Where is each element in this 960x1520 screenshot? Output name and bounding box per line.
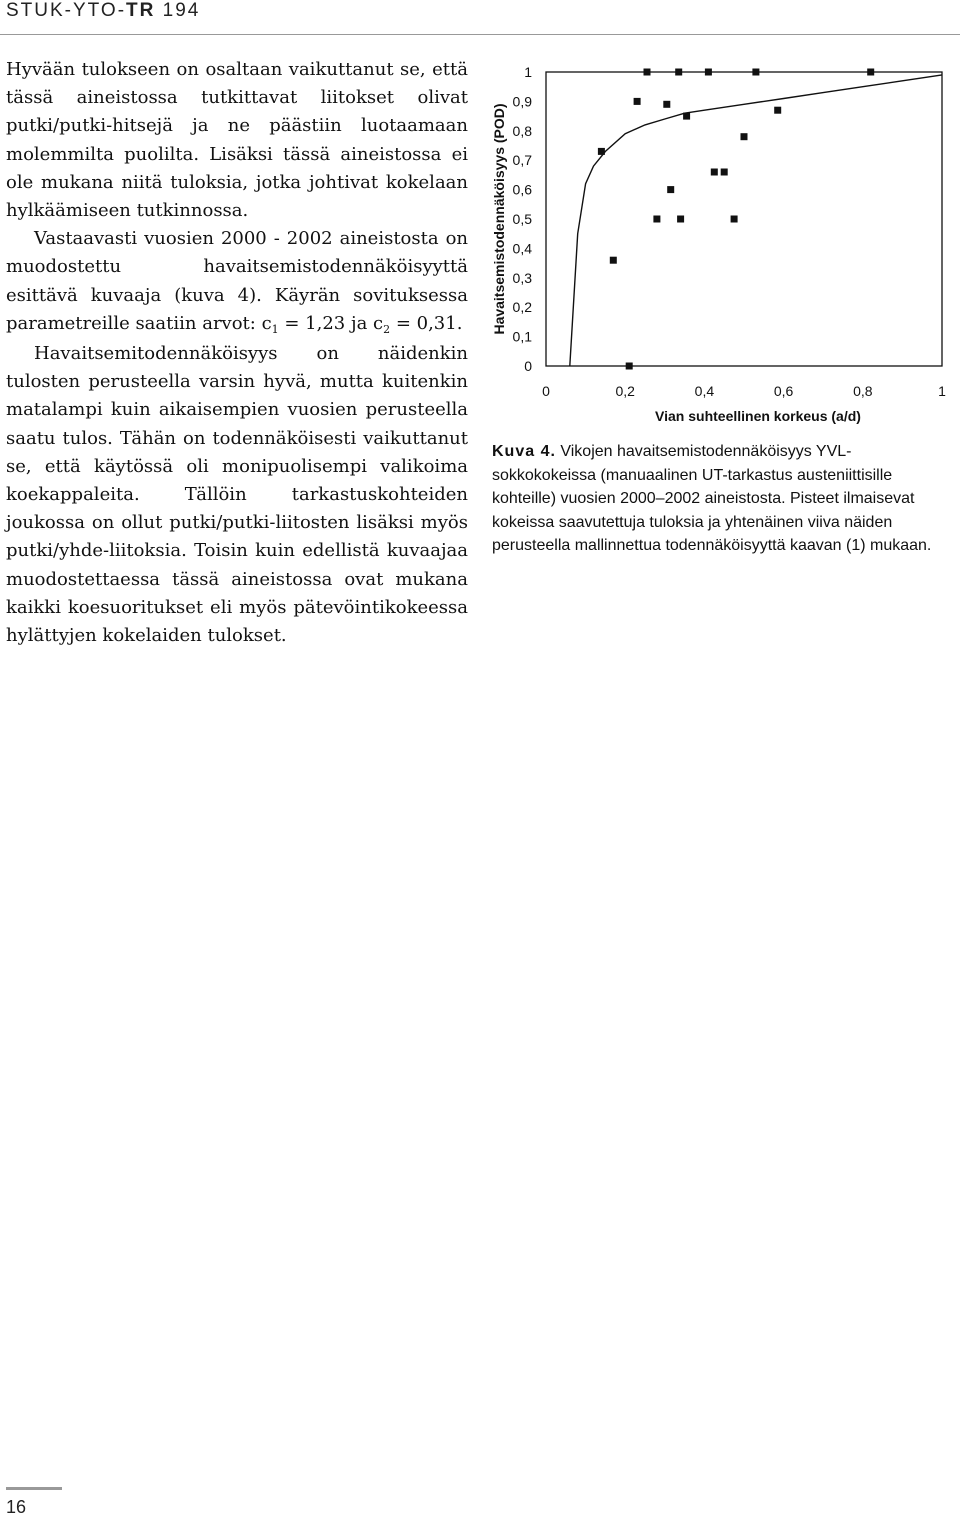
data-point	[663, 101, 670, 108]
y-tick-label: 0,2	[512, 299, 532, 316]
data-point	[667, 186, 674, 193]
data-point	[634, 98, 641, 105]
data-point	[675, 69, 682, 76]
header-number: 194	[162, 0, 201, 21]
data-point	[731, 216, 738, 223]
figure-caption	[492, 440, 942, 558]
data-point	[683, 113, 690, 120]
y-tick-label: 1	[524, 64, 532, 80]
caption-text: Vikojen havaitsemistodennäköisyys YVL-sokkokokeissa (manuaalinen UT-tarkastus austeniittisille kohteille) vuosien 2000–2002 aineistosta. Pisteet ilmaisevat kokeissa saavutettuja tuloksia ja yhtenäinen viiva näiden perusteella mallinnettua todennäköisyyttä kaavan (1) mukaan.	[492, 443, 932, 554]
y-tick-label: 0	[524, 358, 532, 374]
plot-frame	[546, 72, 942, 366]
y-tick-label: 0,7	[512, 152, 532, 169]
data-point	[677, 216, 684, 223]
x-tick-label: 0	[542, 383, 550, 399]
data-point	[598, 148, 605, 155]
caption-label: Kuva 4.	[492, 443, 556, 460]
data-points	[598, 69, 874, 370]
y-tick-label: 0,8	[512, 122, 532, 139]
pod-chart-svg	[486, 56, 960, 436]
data-point	[774, 107, 781, 114]
fit-curve	[570, 75, 942, 366]
data-point	[752, 69, 759, 76]
paragraph-3: Havaitsemitodennäköisyys on näidenkin tulosten perusteella varsin hyvä, mutta kuitenkin matalampi kuin aikaisempien vuosien perusteella saatu tulos. Tähän on todennäköisesti vaikuttanut se, että käytössä oli monipuolisempi valikoima koekappaleita. Tällöin tarkastuskohteiden joukossa on ollut putki/putki-liitosten lisäksi myös putki/yhde-liitoksia. Toisin kuin edellistä kuvaajaa muodostettaessa tässä aineistossa ovat mukana kaikki koesuoritukset eli myös pätevöintikokeessa hylättyjen kokelaiden tulokset.	[6, 343, 468, 647]
data-point	[653, 216, 660, 223]
paragraph-2-end: = 0,31.	[390, 312, 463, 334]
paragraph-2-start: Vastaavasti vuosien 2000 - 2002 aineistosta on muodostettu havaitsemistodennäköisyyttä esittävä kuvaaja (kuva 4). Käyrän sovituksessa parametreille saatiin arvot: c	[6, 228, 468, 334]
header-series: STUK-YTO-	[6, 0, 127, 21]
y-tick-labels	[513, 64, 533, 374]
header-rule	[0, 34, 960, 35]
data-point	[721, 169, 728, 176]
subscript-2: 2	[383, 322, 391, 336]
data-point	[644, 69, 651, 76]
y-tick-label: 0,9	[512, 93, 532, 110]
y-tick-label: 0,3	[512, 269, 532, 286]
x-tick-label: 0,8	[853, 383, 873, 399]
data-point	[741, 133, 748, 140]
y-tick-label: 0,4	[512, 240, 532, 257]
y-tick-label: 0,1	[512, 328, 532, 345]
paragraph-2-mid: = 1,23 ja c	[278, 312, 384, 334]
data-point	[626, 363, 633, 370]
data-point	[610, 257, 617, 264]
data-point	[867, 69, 874, 76]
body-text	[6, 56, 468, 650]
y-axis-label: Havaitsemistodennäköisyys (POD)	[491, 103, 507, 335]
y-tick-label: 0,5	[512, 211, 532, 227]
page-number: 16	[6, 1497, 27, 1517]
pod-chart	[486, 56, 960, 436]
subscript-1: 1	[271, 322, 279, 336]
header-code: TR	[126, 0, 156, 21]
x-tick-label: 0,4	[694, 383, 715, 399]
x-axis-label: Vian suhteellinen korkeus (a/d)	[655, 408, 861, 424]
x-tick-label: 0,6	[773, 383, 794, 399]
paragraph-2	[6, 225, 468, 340]
x-tick-label: 1	[938, 383, 946, 399]
y-tick-label: 0,6	[512, 181, 532, 198]
footer-rule	[6, 1487, 62, 1490]
x-tick-label: 0,2	[615, 383, 635, 399]
x-tick-labels	[542, 383, 946, 399]
data-point	[705, 69, 712, 76]
paragraph-1: Hyvään tulokseen on osaltaan vaikuttanut se, että tässä aineistossa tutkittavat liitokset olivat putki/putki-hitsejä ja ne päästiin luotaamaan molemmilta puolilta. Lisäksi tässä aineistossa ei ole mukana niitä tuloksia, jotka johtivat kokelaan hylkäämiseen tutkinnossa.	[6, 59, 468, 222]
data-point	[711, 169, 718, 176]
running-header	[6, 0, 200, 22]
